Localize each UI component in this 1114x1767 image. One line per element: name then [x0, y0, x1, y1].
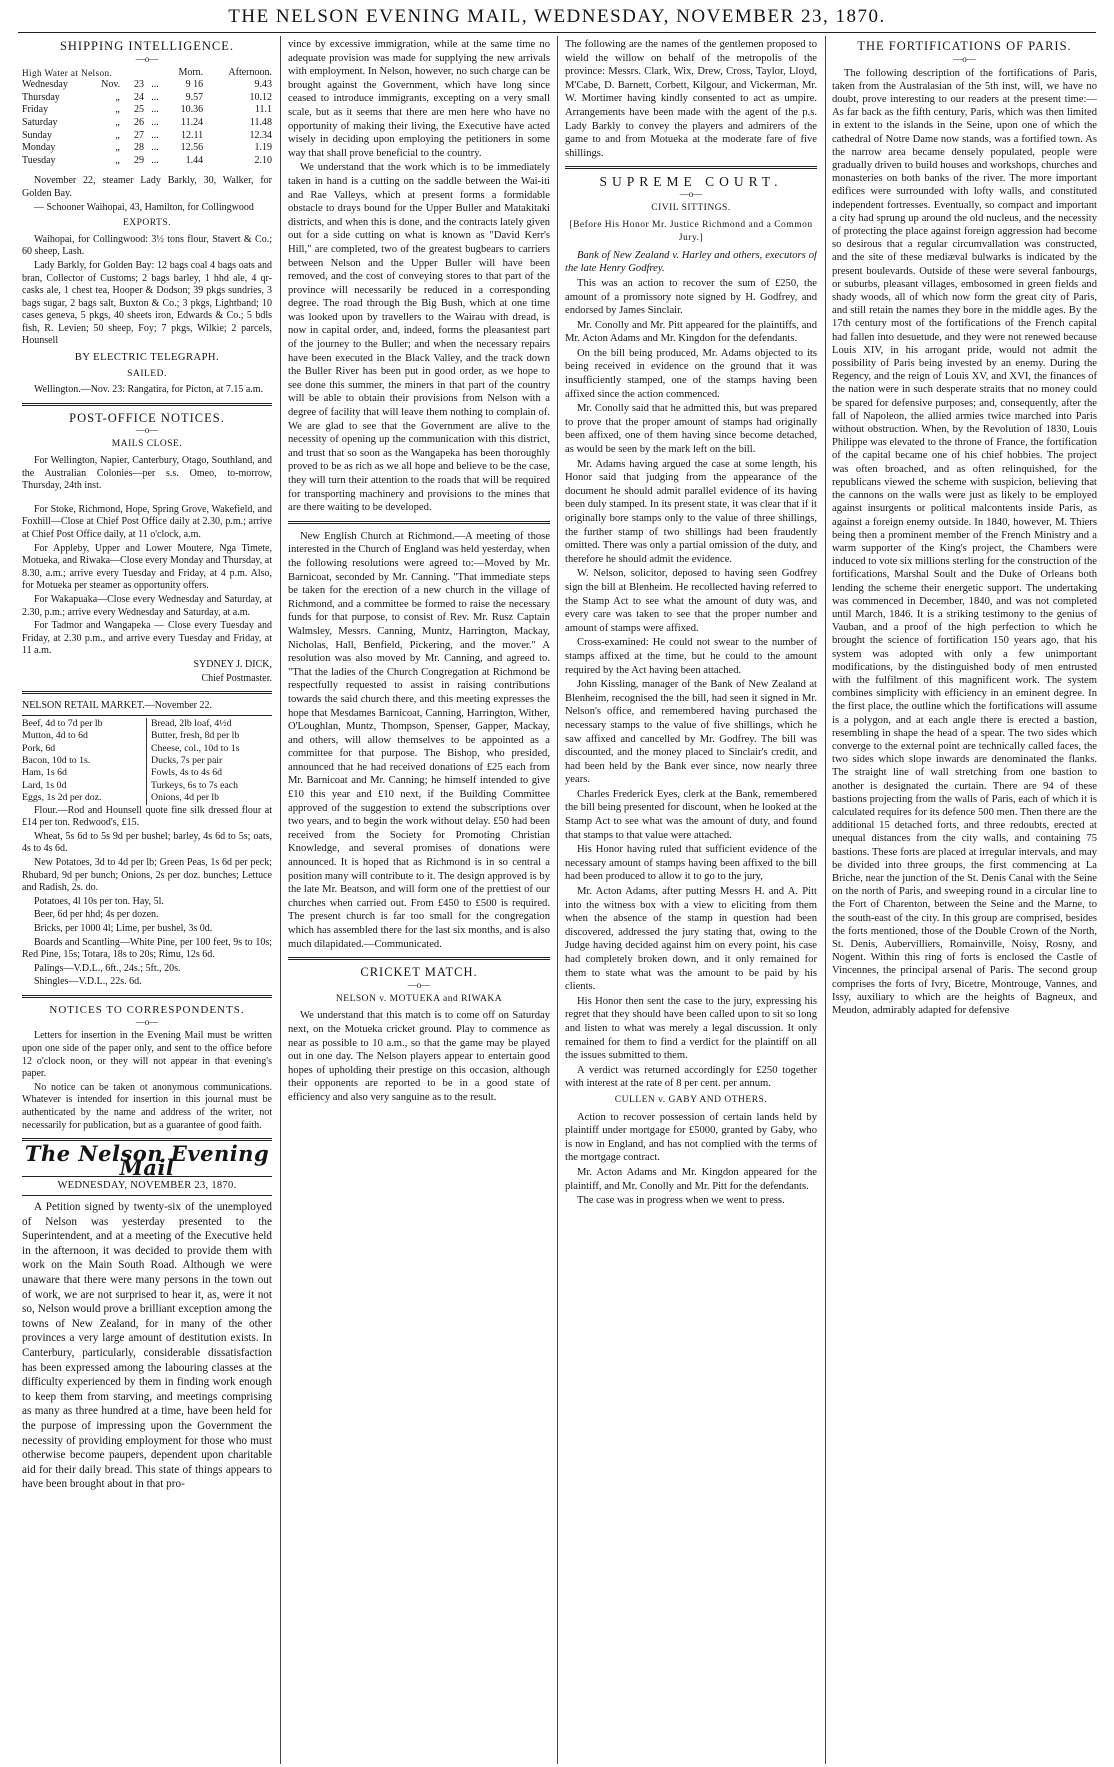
tide-cell: Tuesday: [22, 154, 56, 166]
court-text: Cross-examined: He could not swear to the number of stamps affixed at the time, but he could to the amount required by the Act having been attached.: [565, 637, 817, 676]
tide-cell: 23: [133, 79, 144, 91]
market-text: Shingles—V.D.L., 22s. 6d.: [34, 976, 142, 988]
market-item: Butter, fresh, 8d per lb: [151, 730, 240, 742]
cricket-text: We understand that this match is to come off on Saturday next, on the Motueka cricket ground. Play to commence as near as possible to 10 a.m., so that the game may be played out in one day. The Nelson players appear to entertain good hopes of upholding their prestige on this occasion, although their opponents are reported to be in a good state of efficiency and also very sanguine as to the result.: [288, 1010, 550, 1103]
exports-text: Waihopai, for Collingwood: 3½ tons flour, Stavert & Co.; 60 sheep, Lash.: [22, 233, 272, 258]
court-text: The case was in progress when we went to press.: [577, 1195, 785, 1207]
tide-cell: 25: [133, 104, 144, 116]
tide-cell: 12.56: [180, 142, 204, 154]
post-notice: For Tadmor and Wangapeka — Close every Tuesday and Friday, at 2.30 p.m., and arrive every Tuesday and Friday, at 11 a.m.: [22, 620, 272, 657]
tide-cell: 28: [133, 142, 144, 154]
market-text: Potatoes, 4l 10s per ton. Hay, 5l.: [34, 895, 164, 907]
nameplate: The Nelson Evening Mail: [24, 1141, 270, 1180]
market-text: Beer, 6d per hhd; 4s per dozen.: [34, 909, 159, 921]
tide-cell: 11.24: [181, 116, 204, 128]
masthead: THE NELSON EVENING MAIL, WEDNESDAY, NOVEMBER 23, 1870.: [228, 6, 886, 27]
section-rule: [22, 995, 272, 998]
tide-cell: 10.36: [180, 104, 204, 116]
market-item: Cheese, col., 10d to 1s: [151, 742, 240, 754]
column-rule: [280, 36, 281, 1764]
tide-cell: „: [115, 116, 120, 128]
market-column: [22, 718, 147, 805]
tide-cell: 9.43: [254, 79, 272, 91]
post-notice: For Appleby, Upper and Lower Moutere, Nga Timete, Motueka, and Riwaka—Close every Monday and Thursday, at 8.30, a.m.; arrive every Tuesday and Friday, at 4 p.m. Also, for Motueka per steamer as opportunity offers.: [22, 542, 272, 592]
exports-text: Lady Barkly, for Golden Bay: 12 bags coal 4 bags oats and bran, Collector of Customs; 2 bags barley, 1 hhd ale, 4 qr-casks ale, 1 chest tea, Hooper & Dodson; 39 pkgs sundries, 3 bags sugar, 2 bags salt, Buxton & Co.; 3 pkgs, Lightband; 10 cases geneva, 5 pkgs, 40 sheets iron, Edwards & Co.; 5 bdls fish, R. Levien; 50 sheep, Foy; 7 pkgs, Wilkie; 2 parcels, Hounsell: [22, 259, 272, 347]
column-rule: [557, 36, 558, 1764]
section-rule: [22, 691, 272, 694]
tide-cell: ...: [151, 142, 159, 154]
church-news: New English Church at Richmond.—A meeting of those interested in the Church of England was held yesterday, when the following resolutions were agreed to:—Moved by Mr. Barnicoat, seconded by Mr. Canning. "That immediate steps be taken for the erection of a new church in the village of Richmond, and a committee be formed to raise the necessary funds for that purpose, to consist of Rev. Mr. Rusz Captain Walmsley, Messrs. Canning, Muntz, Harrington, Mackay, Nicholas, Hall, Benfield, Pickering, and the mover." A resolution was also moved by Mr. Canning, and agreed to. "That the ladies of the Church Congregation at Richmond be respectfully requested to assist in raising contributions towards the said church there, and this meeting expresses the hope that Mesdames Barnicoat, Canning, Harrington, Wither, O'Loughlan, Muntz, Thompson, Spenser, Gapper, Mackay, and others, will allow themselves to be appointed as a committee for that purpose. The Bishop, who presided, announced that he had received donations of £25 each from Mr. Barnicoat and Mr. Canning; he himself intended to give £10 this year and £10 next, if the Building Committee approved of the suggestion to extend the subscriptions over two years, and to begin the work without delay. £50 had been received from the Society for Promoting Christian Knowledge, and several promises of donations were announced. It is hoped that as Richmond is in so central a position many will contribute to it. The design approved is by the late Mr. Beatson, and will form one of the prettiest of our churches when carried out. From £450 to £500 is required. The present church is far too small for the congregation which has assembled there for the last six months, and is also much dilapidated.—Communicated.: [288, 530, 550, 950]
court-text: Mr. Conolly said that he admitted this, but was prepared to prove that the proper amount of stamps had originally been affixed, one of them having since become detached, as would be seen by the mark left on the bill.: [565, 403, 817, 456]
tide-cell: „: [115, 104, 120, 116]
rule: [22, 1195, 272, 1196]
sailed-text: Wellington.—Nov. 23: Rangatira, for Picton, at 7.15 a.m.: [34, 384, 264, 396]
column-3: [565, 38, 817, 1763]
sailed-title: SAILED.: [127, 368, 167, 379]
post-title: POST-OFFICE NOTICES.: [69, 410, 225, 425]
court-text: Charles Frederick Eyes, clerk at the Bank, remembered the bill being presented for discount, when he looked at the Stamp Act to see what was the amount of duty, and found that stamps to that value were attached.: [565, 788, 817, 841]
section-rule: [288, 957, 550, 960]
tide-cell: 11.1: [254, 104, 272, 116]
market-list: [22, 718, 272, 805]
market-item: Mutton, 4d to 6d: [22, 730, 88, 742]
tide-cell: „: [115, 154, 120, 166]
market-text: Palings—V.D.L., 6ft., 24s.; 5ft., 20s.: [34, 962, 181, 974]
column-rule: [825, 36, 826, 1764]
notices-text: No notice can be taken ot anonymous communications. Whatever is intended for insertion in this journal must be authenticated by the name and address of the writer, not necessarily for publication, but as a guarantee of good faith.: [22, 1081, 272, 1131]
market-text: Wheat, 5s 6d to 5s 9d per bushel; barley, 4s 6d to 5s; oats, 4s to 4s 6d.: [22, 830, 272, 855]
telegraph-title: BY ELECTRIC TELEGRAPH.: [74, 352, 220, 364]
case-title: Bank of New Zealand v. Harley and others, executors of the late Henry Godfrey.: [565, 249, 817, 275]
tide-cell: 1.44: [185, 154, 204, 166]
tide-cell: Monday: [22, 142, 56, 154]
tide-cell: 12.11: [181, 129, 204, 141]
tide-header-cell: Morn.: [178, 66, 204, 78]
court-text: On the bill being produced, Mr. Adams objected to its being received in evidence on the ground that it was insufficiently stamped, one of the stamps having been affixed since the action commenced.: [565, 347, 817, 400]
market-item: Bread, 2lb loaf, 4½d: [151, 717, 232, 729]
tide-cell: 9 16: [185, 79, 204, 91]
tide-cell: 26: [133, 116, 144, 128]
tide-cell: „: [115, 129, 120, 141]
tide-cell: Sunday: [22, 129, 52, 141]
arrivals-text: — Schooner Waihopai, 43, Hamilton, for Collingwood: [34, 201, 254, 213]
tide-table: [22, 67, 272, 168]
tide-cell: Friday: [22, 104, 49, 116]
editorial-text: We understand that the work which is to be immediately taken in hand is a cutting on the saddle between the Wai-iti and Rae Valleys, which at present forms a formidable obstacle to drays bound for the Upper Buller and Matakitaki districts, and when this is done, and the contracts lately given out for a side cutting on what is known as "David Kerr's Hill," are completed, two of the greatest bugbears to carriers between Nelson and the Upper Buller will have been removed, and the cost of conveying stores to that part of the province will necessarily be reduced in a corresponding degree. The road through the Big Bush, which at one time was looked upon by travellers to the Wairau with dread, is now in capital order, and, indeed, forms the pleasantest part of the journey to the Buller; and when the necessary repairs have been executed in the Black Valley, and the track down the Buller River has been put in good order, as we hope to see done this summer, the miners in that part of the country will be able to obtain their provisions from Nelson with a degree of facility that will leave them nothing to complain of. We are glad to see that the Government are alive to the necessity of opening up the communication with this district, and trust that so soon as the Wangapeka has been thoroughly proved to be as rich as we all hope and believe to be the case, they will turn their attention to the roads that will be required for transporting machinery and provisions to the mines that are there waiting to be developed.: [288, 162, 550, 514]
tide-cell: ...: [151, 129, 159, 141]
divider: —o—: [135, 1017, 159, 1028]
court-note: [Before His Honor Mr. Justice Richmond and a Common Jury.]: [569, 219, 813, 244]
court-text: Mr. Acton Adams and Mr. Kingdon appeared for the plaintiff, and Mr. Conolly and Mr. Pitt for the defendants.: [565, 1166, 817, 1192]
court-text: Mr. Adams having argued the case at some length, his Honor said that judging from the appearance of the document he should admit parallel evidence of its having been duly stamped. In its present state, it was clear that if it originally bore stamps only to the value of three shillings, the further stamp of two shillings had been fraudently omitted. There was only a partial omission of the duty, and therefore he should admit the evidence.: [565, 458, 817, 565]
mails-title: MAILS CLOSE.: [111, 439, 183, 450]
section-rule: [288, 521, 550, 524]
market-item: Lard, 1s 0d: [22, 779, 67, 791]
market-title: NELSON RETAIL MARKET.—November 22.: [22, 700, 213, 712]
court-text: His Honor then sent the case to the jury, expressing his regret that they should have been called upon to sit so long and listen to what was merely a legal discussion. It only remained for them to find a verdict for the plaintiff on all the issues submitted to them.: [565, 995, 817, 1062]
tide-cell: 27: [133, 129, 144, 141]
section-rule: [22, 403, 272, 406]
market-item: Onions, 4d per lb: [151, 792, 220, 804]
tide-cell: 9.57: [185, 91, 204, 103]
cricket-subtitle: NELSON v. MOTUEKA and RIWAKA: [335, 993, 503, 1004]
rule: [22, 715, 272, 716]
tide-cell: 12.34: [249, 129, 272, 141]
post-notice: For Wellington, Napier, Canterbury, Otago, Southland, and the Australian Colonies—per s.s. Omeo, to-morrow, Thursday, 24th inst.: [22, 455, 272, 492]
fortifications-text: The following description of the fortifications of Paris, taken from the Australasian of the 5th inst, will, we have no doubt, prove interesting to our readers at the present time:—As far back as the fifth century, Paris, which was then limited in extent to the islands in the Seine, upon one of which the cathedral of Notre Dame now stands, was a fortified town. As the narrow area became densely populated, people were gradually driven to build houses and workshops, churches and monasteries on both banks of the river. The more important edifices were surrounded with lofty walls, and constituted independent fortresses. Eventually, so compact and important a city had sprung up around the old nucleus, and the necessity of protecting the place against foreign aggression had become so desirous that a regular circumvallation was constructed, and the site of these mediæval bulwarks is indicated by the present boulevards. Outside of these were several fanbourgs, or suburbs, pleasant villages, embosomed in green fields and shady woods, all of which now form the great city of Paris, and still retain the names they bore in the middle ages. By the 17th century most of the fortifications of the French capital had fallen into desuetude, and they were not renewed because Louis XIV, in his arrogant pride, would not admit the possibility of Paris being invested by an enemy. During the Regency, and the reign of Louis XV, and XVI, the finances of the nation were in such desperate straits that no money could be spared for defensive purposes; and, consequently, after the fall of Napoleon, the allied armies twice marched into Paris without obstruction. When, by the Revolution of 1830, Louis Philippe was elevated to the throne of France, the fortification of the capital became one of his chief hobbies. The project was often broached, and as often relinquished, for the republicans viewed the scheme with suspicion, believing that the cannons on the walls were just as likely to be employed against insurgents or political malcontents inside Paris, as against a foreign enemy outside. In 1840, however, M. Thiers being then a prominent member of the French Ministry and a warm supporter of the King's project, the Chambers were induced to vote six millions sterling for the construction of the fortifications, Marshal Soult and the Duke of Orleans both lending the scheme their energetic support. The undertaking was commenced in December, 1840, and was not completed until March, 1846. It is a striking testimony to the genius of Vauban, and a proof of the high perfection to which he brought the science of fortification 150 years ago, that his system was adopted with only a few unimportant modifications, by the distinguished body of men entrusted with the fulfilment of this magnificent work. The system combines simplicity with efficiency in an eminent degree. In the first place, the outline which the fortifications will assume is a polygon, and at each angle there is erected a bastion, resembling in shape the head of a spear. The two sides which converge to the external point are technically called faces, the two sides which slope inwards are denominated the flanks. The straight line of wall stretching from one bastion to another is designated the curtain. There are 94 of these bastions projecting from the walls of Paris, each of which it is calculated requires for its defence 500 men. Then there are the additional 15 detached forts, and three redoubts, erected at unequal distances from the city walls, and containing 75 bastions. These forts are placed at irregular intervals, and may be divided into three groups, the first commencing at La Briche, near the junction of the St. Denis Canal with the Seine on the north of Paris, and sweeping round in a circular line to the Fort of Charenton, between the Seine and the Marne, to the south-east of the city. In this group are comprised, besides the forts mentioned, those of the Double Crown of the North, St. Denis, Aubervilliers, Romainville, Noisy, Rosny, and Nogent. Within this ring of forts is enclosed the Castle of Vincennes, the principal arsenal of Paris. The second group comprises the forts of Ivry, Bicetre, Montrouge, Vannes, and Issy, auxiliary to which are the heights of Bagneux, and Meudon, admirably adapted for defensive: [832, 67, 1097, 1017]
section-rule: [565, 166, 817, 169]
court-text: John Kissling, manager of the Bank of New Zealand at Blenheim, recognised the the bill, had seen it signed in Mr. Nelson's office, and remembered having purchased the necessary stamps to the value of five shillings, which he saw affixed and cancelled by Mr. Godfrey. The bill was discounted, and the money placed to Sinclair's credit, and had been held by the Bank ever since, now nearly three years.: [565, 679, 817, 786]
court-text: This was an action to recover the sum of £250, the amount of a promissory note signed by H. Godfrey, and endorsed by James Sinclair.: [565, 277, 817, 317]
market-item: Pork, 6d: [22, 742, 56, 754]
column-4: [832, 38, 1097, 1763]
tide-row: [22, 155, 272, 168]
court-text: Mr. Conolly and Mr. Pitt appeared for the plaintiffs, and Mr. Acton Adams and Mr. Kingdon for the defendants.: [565, 319, 817, 345]
divider: —o—: [679, 188, 703, 199]
tide-header-cell: High Water at Nelson.: [22, 67, 113, 78]
column-2: [288, 38, 550, 1763]
court-subtitle: CIVIL SITTINGS.: [651, 202, 731, 213]
editorial-text: A Petition signed by twenty-six of the unemployed of Nelson was yesterday presented to the Superintendent, and at a meeting of the Executive held in the afternoon, it was decided to provide them with work on the Main South Road. Although we were unaware that there were many persons in the town out of work, we are not surprised to hear it, as, were it not so, Nelson would prove a brilliant exception among the towns of New Zealand, for in many of the other provinces a very large amount of destitution exists. In Canterbury, particularly, considerable dissatisfaction has been expressed among the labouring classes at the difficulty experienced by them in finding work enough to keep them from starving, and meetings comprising as many as three hundred at a time, have been held for the purpose of impressing upon the Government the necessity of providing employment for those who must otherwise become paupers, dependent upon charitable aid for their daily bread. This state of things appears to have been brought about in that pro-: [22, 1201, 272, 1491]
notices-text: Letters for insertion in the Evening Mail must be written upon one side of the paper only, and sent to the office before 12 o'clock noon, or they will not appear in that evening's paper.: [22, 1030, 272, 1080]
market-item: Bacon, 10d to 1s.: [22, 754, 91, 766]
tide-cell: ...: [151, 104, 159, 116]
tide-cell: „: [115, 91, 120, 103]
divider: —o—: [135, 425, 159, 436]
tide-row: [22, 79, 272, 92]
exports-title: EXPORTS.: [122, 218, 172, 229]
tide-header-cell: Afternoon.: [228, 66, 272, 78]
court-text: Action to recover possession of certain lands held by plaintiff under mortgage for £5000, granted by Gaby, who is now in England, and has not complied with the terms of the mortgage contract.: [565, 1111, 817, 1164]
arrivals-text: November 22, steamer Lady Barkly, 30, Walker, for Golden Bay.: [22, 175, 272, 199]
court-text: Mr. Acton Adams, after putting Messrs H. and A. Pitt into the witness box with a view to eliciting from them when the absence of the stamp in question had been discovered, addressed the jury stating that, owing to the Judge having decided against him on every point, his case had completely broken down, and it only remained for them to state what was the amount to be paid by his clients.: [565, 886, 817, 993]
editorial-text: vince by excessive immigration, while at the same time no adequate provision was made for supplying the new arrivals with employment. In Nelson, however, no such charge can be brought against the Government, which have long since ceased to introduce immigrants, excepting on a very small scale, but as it seems that there are men here who have no opportunity of making their living, the Executive have acted wisely in deciding upon employing the petitioners in some way that shall prove beneficial to the country.: [288, 39, 550, 159]
court-text: W. Nelson, solicitor, deposed to having seen Godfrey sign the bill at Blenheim. He recollected having referred to the Stamp Act to see what the amount of duty was, and every care was taken to see that the proper number and amount of stamps were affixed.: [565, 568, 817, 634]
tide-cell: ...: [151, 79, 159, 91]
notices-title: NOTICES TO CORRESPONDENTS.: [49, 1003, 245, 1016]
tide-cell: Saturday: [22, 116, 58, 128]
tide-row: [22, 104, 272, 117]
tide-cell: 2.10: [254, 154, 272, 166]
tide-cell: Wednesday: [22, 79, 68, 91]
divider: —o—: [135, 53, 159, 64]
cricket-title: CRICKET MATCH.: [360, 965, 478, 980]
tide-row: [22, 117, 272, 130]
tide-cell: 24: [133, 91, 144, 103]
case-title: CULLEN v. GABY AND OTHERS.: [614, 1094, 768, 1105]
market-item: Ducks, 7s per pair: [151, 754, 223, 766]
market-item: Eggs, 1s 2d per doz.: [22, 792, 102, 804]
tide-cell: ...: [151, 91, 159, 103]
tide-header: [22, 67, 272, 80]
dateline: WEDNESDAY, NOVEMBER 23, 1870.: [57, 1180, 237, 1192]
tide-row: [22, 142, 272, 155]
market-text: New Potatoes, 3d to 4d per lb; Green Peas, 1s 6d per peck; Rhubard, 9d per bunch; Onions, 2s per doz. bunches; Lettuce and Radish, 2s. do.: [22, 856, 272, 894]
market-text: Bricks, per 1000 4l; Lime, per bushel, 3s 0d.: [34, 922, 213, 934]
cricket-text: The following are the names of the gentlemen proposed to wield the willow on behalf of the metropolis of the province: Messrs. Clark, Wix, Drew, Cross, Taylor, Lloyd, M'Cabe, D. Barnett, Corbett, Kilgour, and Vickerman, Mr. W. Mortimer having kindly consented to act as umpire. Arrangements have been made with the agent of the p.s. Lady Barkly to convey the players and admirers of the game to and from Motueka at the moderate fare of five shillings.: [565, 39, 817, 159]
market-column: [147, 718, 272, 805]
fortifications-title: THE FORTIFICATIONS OF PARIS.: [857, 39, 1072, 53]
court-text: His Honor having ruled that sufficient evidence of the necessary amount of stamps having been affixed to the bill had been produced to allow it to go to the jury,: [565, 844, 817, 883]
tide-cell: 1.19: [254, 142, 272, 154]
masthead-rule: [18, 32, 1096, 33]
market-item: Fowls, 4s to 4s 6d: [151, 767, 223, 779]
tide-cell: „: [115, 142, 120, 154]
market-text: Boards and Scantling—White Pine, per 100 feet, 9s to 10s; Red Pine, 15s; Totara, 18s to 20s; Rimu, 12s 6d.: [22, 936, 272, 961]
court-text: A verdict was returned accordingly for £250 together with interest at the rate of 8 per cent. per annum.: [565, 1064, 817, 1090]
tide-cell: 29: [133, 154, 144, 166]
tide-row: [22, 130, 272, 143]
column-1: [22, 38, 272, 1763]
post-notice: For Wakapuaka—Close every Wednesday and Saturday, at 2.30, p.m.; arrive every Wednesday and Saturday, at a.m.: [22, 593, 272, 618]
tide-cell: Thursday: [22, 91, 60, 103]
post-notice: For Stoke, Richmond, Hope, Spring Grove, Wakefield, and Foxhill—Close at Chief Post Office daily at 2.30, p.m.; arrive at Chief Post Office daily, at 11 o'clock, a.m.: [22, 503, 272, 540]
tide-cell: ...: [151, 116, 159, 128]
tide-cell: Nov.: [101, 79, 121, 91]
market-text: Flour.—Rod and Hounsell quote fine silk dressed flour at £14 per ton. Redwood's, £15.: [22, 804, 272, 829]
divider: —o—: [407, 979, 431, 990]
market-item: Beef, 4d to 7d per lb: [22, 717, 103, 729]
tide-cell: 10.12: [249, 91, 272, 103]
shipping-title: SHIPPING INTELLIGENCE.: [59, 39, 235, 53]
court-title: SUPREME COURT.: [599, 174, 783, 190]
tide-cell: 11.48: [249, 116, 272, 128]
signature-title: Chief Postmaster.: [201, 672, 272, 684]
market-item: Ham, 1s 6d: [22, 767, 67, 779]
market-item: Turkeys, 6s to 7s each: [151, 779, 238, 791]
tide-row: [22, 92, 272, 105]
signature: SYDNEY J. DICK,: [193, 658, 272, 670]
tide-cell: ...: [151, 154, 159, 166]
divider: —o—: [953, 53, 976, 64]
